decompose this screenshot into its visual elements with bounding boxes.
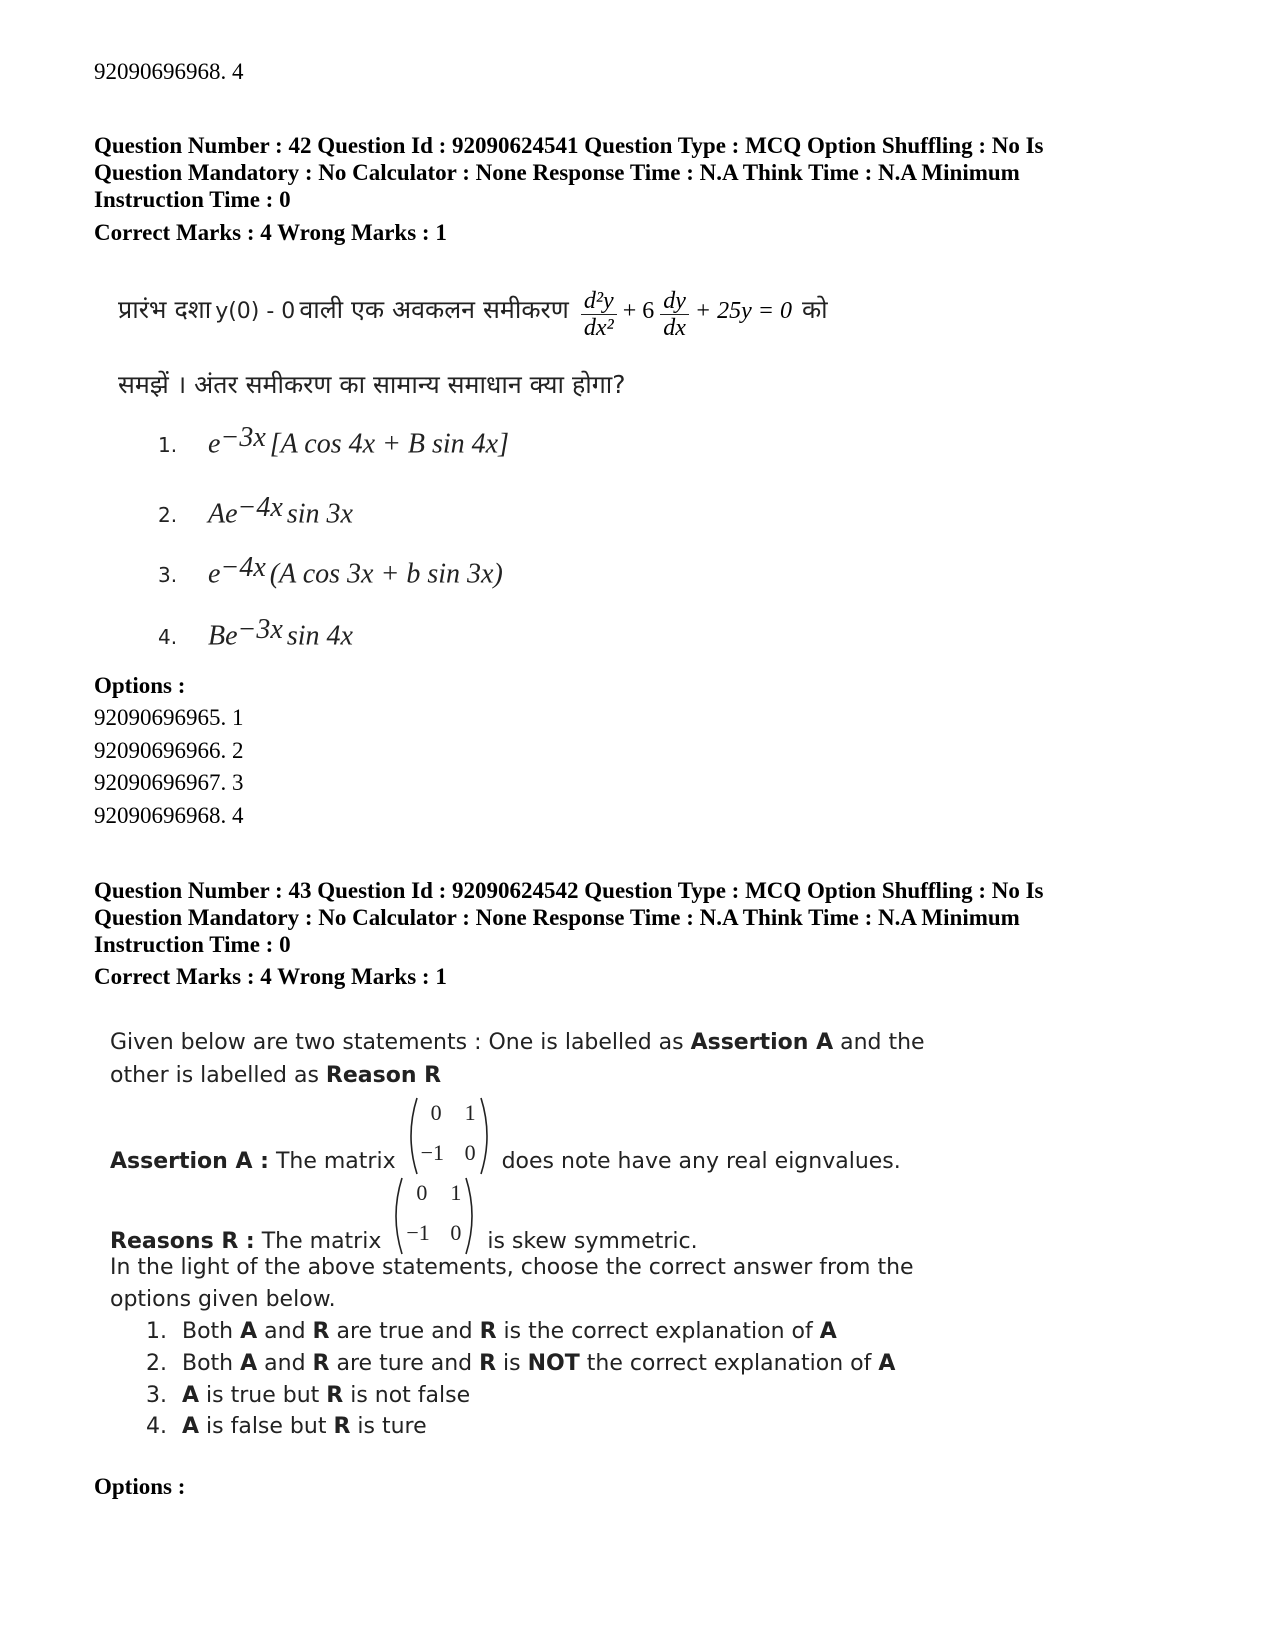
- q42-text-part2: वाली एक अवकलन समीकरण: [299, 295, 569, 325]
- choice-expression: sin 3x: [286, 498, 353, 530]
- q43-light-line2: options given below.: [110, 1287, 336, 1312]
- choice-text: Both: [182, 1319, 241, 1344]
- choice-bold: A: [240, 1319, 258, 1344]
- intro-text: and the: [833, 1030, 925, 1055]
- q43-intro-line2: [110, 1063, 441, 1088]
- q42-option-4: 92090696968. 4: [94, 803, 244, 828]
- q43-light-line1: In the light of the above statements, choose the correct answer from the: [110, 1255, 914, 1280]
- q43-reason: [110, 1174, 698, 1258]
- choice-text: is not false: [343, 1383, 471, 1408]
- matrix-cell-b: 1: [450, 1180, 462, 1205]
- q42-header-line1: Question Number : 42 Question Id : 92090624541 Question Type : MCQ Option Shuffling : No Is: [94, 133, 1044, 158]
- choice-text: the correct explanation of: [579, 1351, 879, 1376]
- q42-question-line1: [118, 288, 828, 341]
- reason-text: The matrix: [254, 1229, 389, 1254]
- choice-bold: R: [312, 1351, 330, 1376]
- intro-text: other is labelled as: [110, 1063, 326, 1088]
- choice-bold: R: [312, 1319, 330, 1344]
- matrix-brackets: [388, 1174, 480, 1258]
- fraction-numerator: dy: [660, 288, 689, 315]
- choice-bold: R: [479, 1351, 497, 1376]
- q42-fraction-d2y: [581, 288, 617, 341]
- q43-header-line2: Question Mandatory : No Calculator : None Response Time : N.A Think Time : N.A Minimum: [94, 905, 1020, 930]
- fraction-denominator: dx²: [583, 315, 614, 341]
- q42-text-part3: को: [801, 295, 828, 325]
- matrix-brackets: [403, 1094, 495, 1178]
- q42-question-line2: समझें । अंतर समीकरण का सामान्य समाधान क्या होगा?: [118, 370, 626, 399]
- intro-bold: Reason R: [325, 1063, 442, 1088]
- choice-text: is true but: [199, 1383, 327, 1408]
- choice-number: 4.: [158, 625, 178, 650]
- matrix-cell-d: 0: [464, 1140, 476, 1165]
- q42-option-1: 92090696965. 1: [94, 705, 244, 730]
- choice-text: is the correct explanation of: [496, 1319, 820, 1344]
- choice-base: e: [208, 428, 221, 460]
- q42-choice-4: [158, 614, 353, 652]
- q43-choice-4: [146, 1414, 427, 1439]
- q42-choice-2: [158, 492, 353, 530]
- q43-marks: Correct Marks : 4 Wrong Marks : 1: [94, 964, 447, 989]
- choice-text: and: [257, 1351, 313, 1376]
- choice-text: Both: [182, 1351, 241, 1376]
- q43-intro-line1: [110, 1030, 925, 1055]
- choice-bold: NOT: [527, 1351, 580, 1376]
- matrix-cell-c: −1: [420, 1140, 445, 1165]
- previous-option-line: 92090696968. 4: [94, 59, 244, 84]
- choice-bold: R: [479, 1319, 497, 1344]
- matrix-cell-a: 0: [430, 1100, 442, 1125]
- q43-choice-1: [146, 1319, 837, 1344]
- choice-text: are ture and: [329, 1351, 480, 1376]
- q42-option-3: 92090696967. 3: [94, 770, 244, 795]
- choice-bold: A: [819, 1319, 837, 1344]
- reason-label: Reasons R :: [110, 1229, 255, 1254]
- choice-expression: [A cos 4x + B sin 4x]: [269, 428, 510, 460]
- choice-number: 1.: [158, 433, 178, 458]
- choice-text: and: [257, 1319, 313, 1344]
- choice-number: 3.: [146, 1383, 167, 1408]
- choice-number: 4.: [146, 1414, 167, 1439]
- choice-bold: A: [240, 1351, 258, 1376]
- q43-choice-3: [146, 1383, 470, 1408]
- choice-base: e: [208, 558, 221, 590]
- q43-choice-2: [146, 1351, 895, 1376]
- q43-assertion: [110, 1094, 901, 1178]
- matrix-cell-d: 0: [450, 1220, 462, 1245]
- choice-text: is ture: [350, 1414, 427, 1439]
- matrix-cell-b: 1: [464, 1100, 476, 1125]
- q43-header-line3: Instruction Time : 0: [94, 932, 291, 957]
- q42-choice-3: [158, 552, 503, 590]
- choice-text: is: [496, 1351, 528, 1376]
- choice-text: are true and: [329, 1319, 480, 1344]
- assertion-label: Assertion A :: [110, 1149, 269, 1174]
- q42-eq-mid: + 6: [622, 298, 655, 325]
- q42-header-line3: Instruction Time : 0: [94, 187, 291, 212]
- q43-header-line1: Question Number : 43 Question Id : 92090624542 Question Type : MCQ Option Shuffling : No Is: [94, 878, 1044, 903]
- choice-exponent: −3x: [237, 614, 283, 645]
- q42-option-2: 92090696966. 2: [94, 738, 244, 763]
- assertion-matrix: [403, 1094, 495, 1178]
- choice-bold: A: [878, 1351, 896, 1376]
- q42-condition: y(0) - 0: [215, 299, 296, 325]
- q42-choice-1: [158, 422, 509, 460]
- q42-marks: Correct Marks : 4 Wrong Marks : 1: [94, 220, 447, 245]
- intro-text: Given below are two statements : One is labelled as: [110, 1030, 691, 1055]
- choice-bold: R: [333, 1414, 351, 1439]
- choice-text: is false but: [199, 1414, 334, 1439]
- intro-bold: Assertion A: [690, 1030, 834, 1055]
- choice-exponent: −4x: [220, 552, 266, 583]
- matrix-cell-a: 0: [416, 1180, 428, 1205]
- choice-number: 2.: [158, 503, 178, 528]
- choice-base: Be: [208, 620, 238, 652]
- fraction-numerator: d²y: [581, 288, 617, 315]
- assertion-text-tail: does note have any real eignvalues.: [494, 1149, 901, 1174]
- matrix-cell-c: −1: [406, 1220, 430, 1245]
- fraction-denominator: dx: [663, 315, 686, 341]
- q42-eq-tail: + 25y = 0: [694, 298, 792, 325]
- q42-options-label: Options :: [94, 673, 186, 698]
- choice-number: 3.: [158, 563, 178, 588]
- choice-expression: sin 4x: [286, 620, 353, 652]
- choice-bold: A: [182, 1383, 200, 1408]
- reason-matrix: [388, 1174, 480, 1258]
- choice-base: Ae: [208, 498, 238, 530]
- q42-header-line2: Question Mandatory : No Calculator : None Response Time : N.A Think Time : N.A Minimum: [94, 160, 1020, 185]
- choice-number: 2.: [146, 1351, 167, 1376]
- assertion-text: The matrix: [268, 1149, 403, 1174]
- q42-text-part1: प्रारंभ दशा: [118, 295, 212, 325]
- choice-exponent: −3x: [220, 422, 266, 453]
- choice-number: 1.: [146, 1319, 167, 1344]
- choice-bold: A: [182, 1414, 200, 1439]
- choice-bold: R: [326, 1383, 344, 1408]
- choice-expression: (A cos 3x + b sin 3x): [269, 558, 503, 590]
- choice-exponent: −4x: [237, 492, 283, 523]
- q42-fraction-dy: [660, 288, 689, 341]
- reason-text-tail: is skew symmetric.: [480, 1229, 698, 1254]
- q43-options-label: Options :: [94, 1474, 186, 1499]
